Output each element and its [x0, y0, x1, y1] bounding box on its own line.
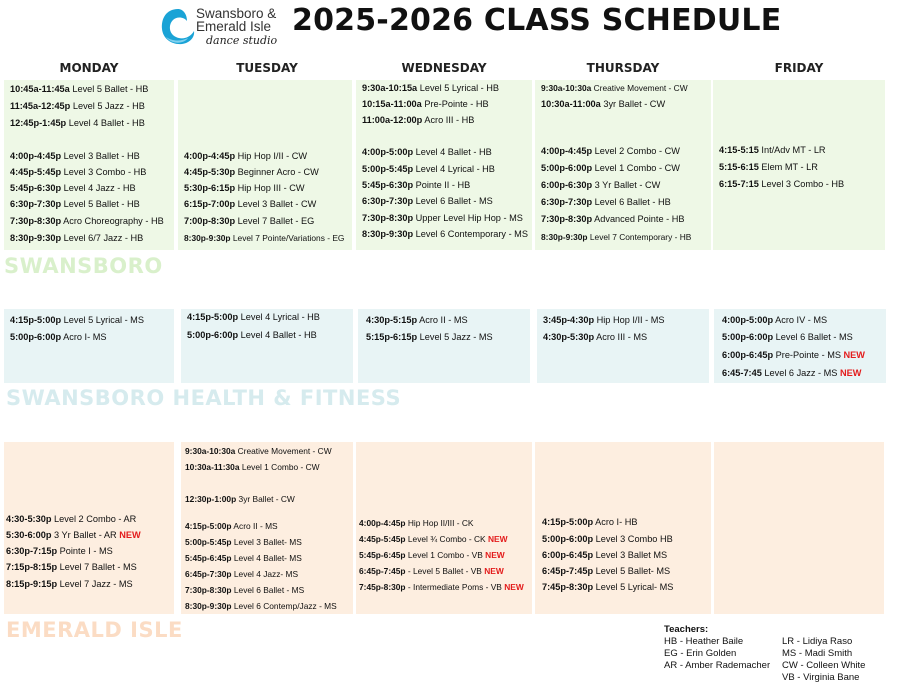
class-entry: 10:30a-11:30a Level 1 Combo - CW	[185, 462, 320, 472]
class-entry: 11:00a-12:00p Acro III - HB	[362, 115, 475, 125]
health-fitness-tuesday-box	[181, 309, 353, 383]
wave-logo-icon	[160, 7, 196, 47]
class-entry: 8:30p-9:30p Level 7 Contemporary - HB	[541, 232, 692, 242]
class-entry: 5:15-6:15 Elem MT - LR	[719, 162, 818, 172]
location-label-swansboro: SWANSBORO	[4, 254, 163, 278]
teacher-entry: HB - Heather Baile	[664, 636, 744, 647]
class-entry: 4:45p-5:45p Level 3 Combo - HB	[10, 167, 147, 177]
new-badge: NEW	[484, 566, 504, 576]
class-entry: 9:30a-10:15a Level 5 Lyrical - HB	[362, 83, 500, 93]
class-entry: 8:30p-9:30p Level 6/7 Jazz - HB	[10, 233, 144, 243]
class-entry: 6:45p-7:45p Level 5 Ballet- MS	[542, 566, 671, 576]
class-entry: 4:15p-5:00p Acro II - MS	[185, 521, 278, 531]
class-entry: 4:30p-5:15p Acro II - MS	[366, 315, 468, 325]
logo-text-line2: Emerald Isle	[196, 19, 272, 34]
class-entry: 4:00p-4:45p Level 2 Combo - CW	[541, 146, 680, 156]
class-entry: 5:45p-6:30p Pointe II - HB	[362, 180, 471, 190]
class-entry: 6:30p-7:15p Pointe I - MS	[6, 546, 113, 556]
class-entry: 6:15p-7:00p Level 3 Ballet - CW	[184, 199, 317, 209]
class-entry: 10:30a-11:00a 3yr Ballet - CW	[541, 99, 666, 109]
class-entry: 6:45p-7:30p Level 4 Jazz- MS	[185, 569, 299, 579]
class-entry: 10:15a-11:00a Pre-Pointe - HB	[362, 99, 489, 109]
class-entry: 7:00p-8:30p Level 7 Ballet - EG	[184, 216, 315, 226]
class-entry: 4:30p-5:30p Acro III - MS	[543, 332, 648, 342]
class-entry: 10:45a-11:45a Level 5 Ballet - HB	[10, 84, 149, 94]
class-entry: 4:45p-5:45p Level ¾ Combo - CK NEW	[359, 534, 508, 544]
swansboro-monday-box	[4, 80, 174, 250]
new-badge: NEW	[487, 534, 508, 544]
logo-text-line1: Swansboro &	[196, 6, 277, 21]
emerald-isle-friday-box	[714, 442, 884, 614]
class-entry: 12:45p-1:45p Level 4 Ballet - HB	[10, 118, 145, 128]
class-entry: 5:30-6:00p 3 Yr Ballet - AR NEW	[6, 530, 141, 540]
day-header-thursday: THURSDAY	[586, 61, 660, 75]
teacher-entry: EG - Erin Golden	[664, 648, 737, 659]
class-entry: 4:00p-5:00p Level 4 Ballet - HB	[362, 147, 492, 157]
class-entry: 5:45p-6:45p Level 4 Ballet- MS	[185, 553, 302, 563]
class-entry: 5:00p-6:00p Level 3 Combo HB	[542, 534, 673, 544]
class-entry: 5:15p-6:15p Level 5 Jazz - MS	[366, 332, 493, 342]
class-entry: 5:00p-5:45p Level 3 Ballet- MS	[185, 537, 302, 547]
location-label-health-fitness: SWANSBORO HEALTH & FITNESS	[6, 386, 402, 410]
class-entry: 5:00p-6:00p Level 6 Ballet - MS	[722, 332, 853, 342]
class-entry: 6:45-7:45 Level 6 Jazz - MS NEW	[722, 368, 862, 378]
class-entry: 5:00p-6:00p Level 1 Combo - CW	[541, 163, 680, 173]
class-entry: 12:30p-1:00p 3yr Ballet - CW	[185, 494, 295, 504]
new-badge: NEW	[119, 530, 141, 540]
teachers-column-2	[782, 636, 865, 684]
emerald-isle-tuesday-box	[181, 442, 353, 614]
class-entry: 4:45p-5:30p Beginner Acro - CW	[184, 167, 319, 177]
new-badge: NEW	[485, 550, 505, 560]
class-entry: 8:30p-9:30p Level 7 Pointe/Variations - EG	[184, 233, 345, 243]
class-entry: 4:00p-4:45p Level 3 Ballet - HB	[10, 151, 140, 161]
class-entry: 6:30p-7:30p Level 6 Ballet - MS	[362, 196, 493, 206]
class-entry: 6:15-7:15 Level 3 Combo - HB	[719, 179, 845, 189]
class-entry: 6:00p-6:45p Level 3 Ballet MS	[542, 550, 668, 560]
new-badge: NEW	[843, 350, 865, 360]
class-entry: 9:30a-10:30a Creative Movement - CW	[185, 446, 332, 456]
class-entry: 9:30a-10:30a Creative Movement - CW	[541, 83, 688, 93]
class-entry: 7:30p-8:30p Level 6 Ballet - MS	[185, 585, 305, 595]
class-entry: 4:15p-5:00p Level 4 Lyrical - HB	[187, 312, 320, 322]
swansboro-thursday-box	[535, 80, 711, 250]
teacher-entry: VB - Virginia Bane	[782, 672, 860, 683]
class-entry: 6:30p-7:30p Level 6 Ballet - HB	[541, 197, 671, 207]
health-fitness-monday-box	[4, 309, 174, 383]
emerald-isle-wednesday-box	[356, 442, 532, 614]
day-header-monday: MONDAY	[59, 61, 119, 75]
class-entry: 8:30p-9:30p Level 6 Contemp/Jazz - MS	[185, 601, 337, 611]
logo-text-line3: dance studio	[206, 34, 278, 47]
class-entry: 6:00p-6:30p 3 Yr Ballet - CW	[541, 180, 661, 190]
teacher-entry: AR - Amber Rademacher	[664, 660, 771, 671]
class-entry: 5:00p-6:00p Level 4 Ballet - HB	[187, 330, 317, 340]
class-entry: 11:45a-12:45p Level 5 Jazz - HB	[10, 101, 145, 111]
health-fitness-wednesday-box	[358, 309, 530, 383]
class-entry: 7:45p-8:30p Level 5 Lyrical- MS	[542, 582, 674, 592]
location-label-emerald-isle: EMERALD ISLE	[6, 618, 183, 642]
class-entry: 4:00p-5:00p Acro IV - MS	[722, 315, 828, 325]
class-entry: 4:15p-5:00p Acro I- HB	[542, 517, 638, 527]
class-entry: 3:45p-4:30p Hip Hop I/II - MS	[543, 315, 665, 325]
class-entry: 5:00p-5:45p Level 4 Lyrical - HB	[362, 164, 495, 174]
health-fitness-thursday-box	[537, 309, 709, 383]
class-entry: 4:30-5:30p Level 2 Combo - AR	[6, 514, 137, 524]
class-entry: 8:15p-9:15p Level 7 Jazz - MS	[6, 579, 133, 589]
class-entry: 7:45p-8:30p - Intermediate Poms - VB NEW	[359, 582, 524, 592]
studio-logo	[160, 5, 288, 49]
teacher-entry: LR - Lidiya Raso	[782, 636, 853, 647]
class-entry: 4:00p-4:45p Hip Hop II/III - CK	[359, 518, 474, 528]
class-entry: 7:30p-8:30p Acro Choreography - HB	[10, 216, 164, 226]
teachers-heading: Teachers:	[664, 624, 709, 635]
swansboro-friday-box	[713, 80, 885, 250]
class-entry: 6:30p-7:30p Level 5 Ballet - HB	[10, 199, 140, 209]
class-entry: 6:45p-7:45p - Level 5 Ballet - VB NEW	[359, 566, 504, 576]
teacher-entry: CW - Colleen White	[782, 660, 866, 671]
day-header-wednesday: WEDNESDAY	[401, 61, 487, 75]
class-entry: 4:00p-4:45p Hip Hop I/II - CW	[184, 151, 308, 161]
class-entry: 5:45p-6:30p Level 4 Jazz - HB	[10, 183, 136, 193]
emerald-isle-monday-box	[4, 442, 174, 614]
teachers-column-1	[664, 636, 770, 672]
page-title: 2025-2026 CLASS SCHEDULE	[292, 3, 782, 38]
new-badge: NEW	[839, 368, 862, 378]
day-header-tuesday: TUESDAY	[236, 61, 298, 75]
swansboro-tuesday-box	[178, 80, 352, 250]
teachers-legend	[664, 624, 708, 636]
teacher-entry: MS - Madi Smith	[782, 648, 853, 659]
class-entry: 5:30p-6:15p Hip Hop III - CW	[184, 183, 305, 193]
emerald-isle-thursday-box	[535, 442, 711, 614]
class-entry: 7:30p-8:30p Advanced Pointe - HB	[541, 214, 685, 224]
class-entry: 6:00p-6:45p Pre-Pointe - MS NEW	[722, 350, 865, 360]
class-entry: 5:00p-6:00p Acro I- MS	[10, 332, 107, 342]
class-entry: 4:15p-5:00p Level 5 Lyrical - MS	[10, 315, 144, 325]
new-badge: NEW	[504, 582, 524, 592]
class-entry: 7:15p-8:15p Level 7 Ballet - MS	[6, 562, 137, 572]
day-header-friday: FRIDAY	[774, 61, 824, 75]
class-entry: 5:45p-6:45p Level 1 Combo - VB NEW	[359, 550, 505, 560]
health-fitness-friday-box	[714, 309, 886, 383]
class-entry: 8:30p-9:30p Level 6 Contemporary - MS	[362, 229, 528, 239]
class-entry: 7:30p-8:30p Upper Level Hip Hop - MS	[362, 213, 523, 223]
swansboro-wednesday-box	[356, 80, 532, 250]
class-entry: 4:15-5:15 Int/Adv MT - LR	[719, 145, 826, 155]
